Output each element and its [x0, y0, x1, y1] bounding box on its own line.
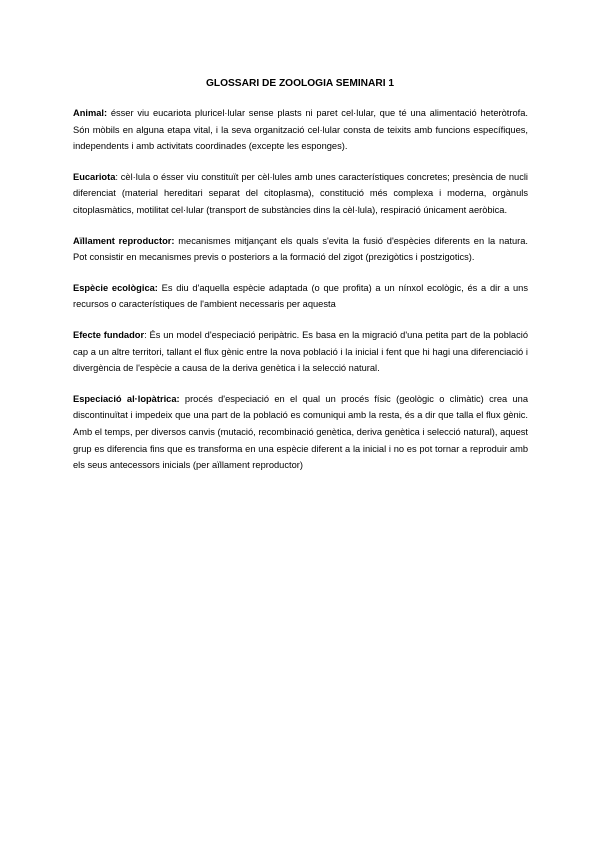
glossary-term: Eucariota	[73, 171, 116, 182]
glossary-entry-efecte-fundador	[73, 327, 528, 377]
glossary-definition: Es diu d'aquella espècie adaptada (o que profita) a un nínxol ecològic, és a dir a uns recursos o característiques de l'ambient necessaris per aquesta	[73, 282, 528, 310]
glossary-term: Animal:	[73, 108, 108, 118]
glossary-definition: mecanismes mitjançant els quals s'evita la fusió d'espècies diferents en la natura. Pot consistir en mecanismes previs o posteriors a la formació del zigot (prezigòtics i postzigotics).	[73, 235, 528, 263]
glossary-entry-especiacio-allopatrica	[73, 391, 528, 474]
glossary-definition: procés d'especiació en el qual un procés físic (geològic o climàtic) crea una discontinuïtat i impedeix que una part de la població es comuniqui amb la resta, és a dir que talla el flux gènic. Amb el temps, per diversos canvis (mutació, recombinació genètica, deriva genètica i selecció natural), aquest grup es diferencia fins que es transforma en una espècie diferent a la inicial i no es pot tornar a reproduir amb els seus antecessors inicials (per aïllament reproductor)	[73, 393, 528, 471]
glossary-definition: : És un model d'especiació peripàtric. Es basa en la migració d'una petita part de la població cap a un altre territori, tallant el flux gènic entre la nova població i la inicial i fent que hi hagi una diferenciació i divergència de l'espècie a causa de la deriva genètica i la selecció natural.	[73, 329, 528, 374]
glossary-term: Efecte fundador	[73, 329, 145, 340]
glossary-entry-aillament-reproductor	[73, 233, 528, 266]
glossary-entry-eucariota	[73, 169, 528, 219]
glossary-definition: : cèl·lula o ésser viu constituït per cèl·lules amb unes característiques concretes; presència de nucli diferenciat (material hereditari separat del citoplasma), constitució més complexa i moderna, orgànuls citoplasmàtics, motilitat cel·lular (transport de substàncies dins la cèl·lula), respiració únicament aeròbica.	[73, 171, 528, 215]
glossary-term: Especiació al·lopàtrica:	[73, 393, 180, 404]
glossary-entry-especie-ecologica	[73, 280, 528, 313]
glossary-entries	[73, 105, 528, 488]
glossary-entry-animal	[73, 105, 528, 155]
glossary-term: Aïllament reproductor:	[73, 235, 175, 246]
glossary-definition: ésser viu eucariota pluricel·lular sense plasts ni paret cel·lular, que té una alimentació heteròtrofa. Són mòbils en alguna etapa vital, i la seva organització cel·lular consta de teixits amb funcions específiques, independents i amb activitats coordinades (excepte les esponges).	[73, 108, 528, 152]
page-title: GLOSSARI DE ZOOLOGIA SEMINARI 1	[205, 78, 395, 89]
glossary-term: Espècie ecològica:	[73, 282, 158, 293]
